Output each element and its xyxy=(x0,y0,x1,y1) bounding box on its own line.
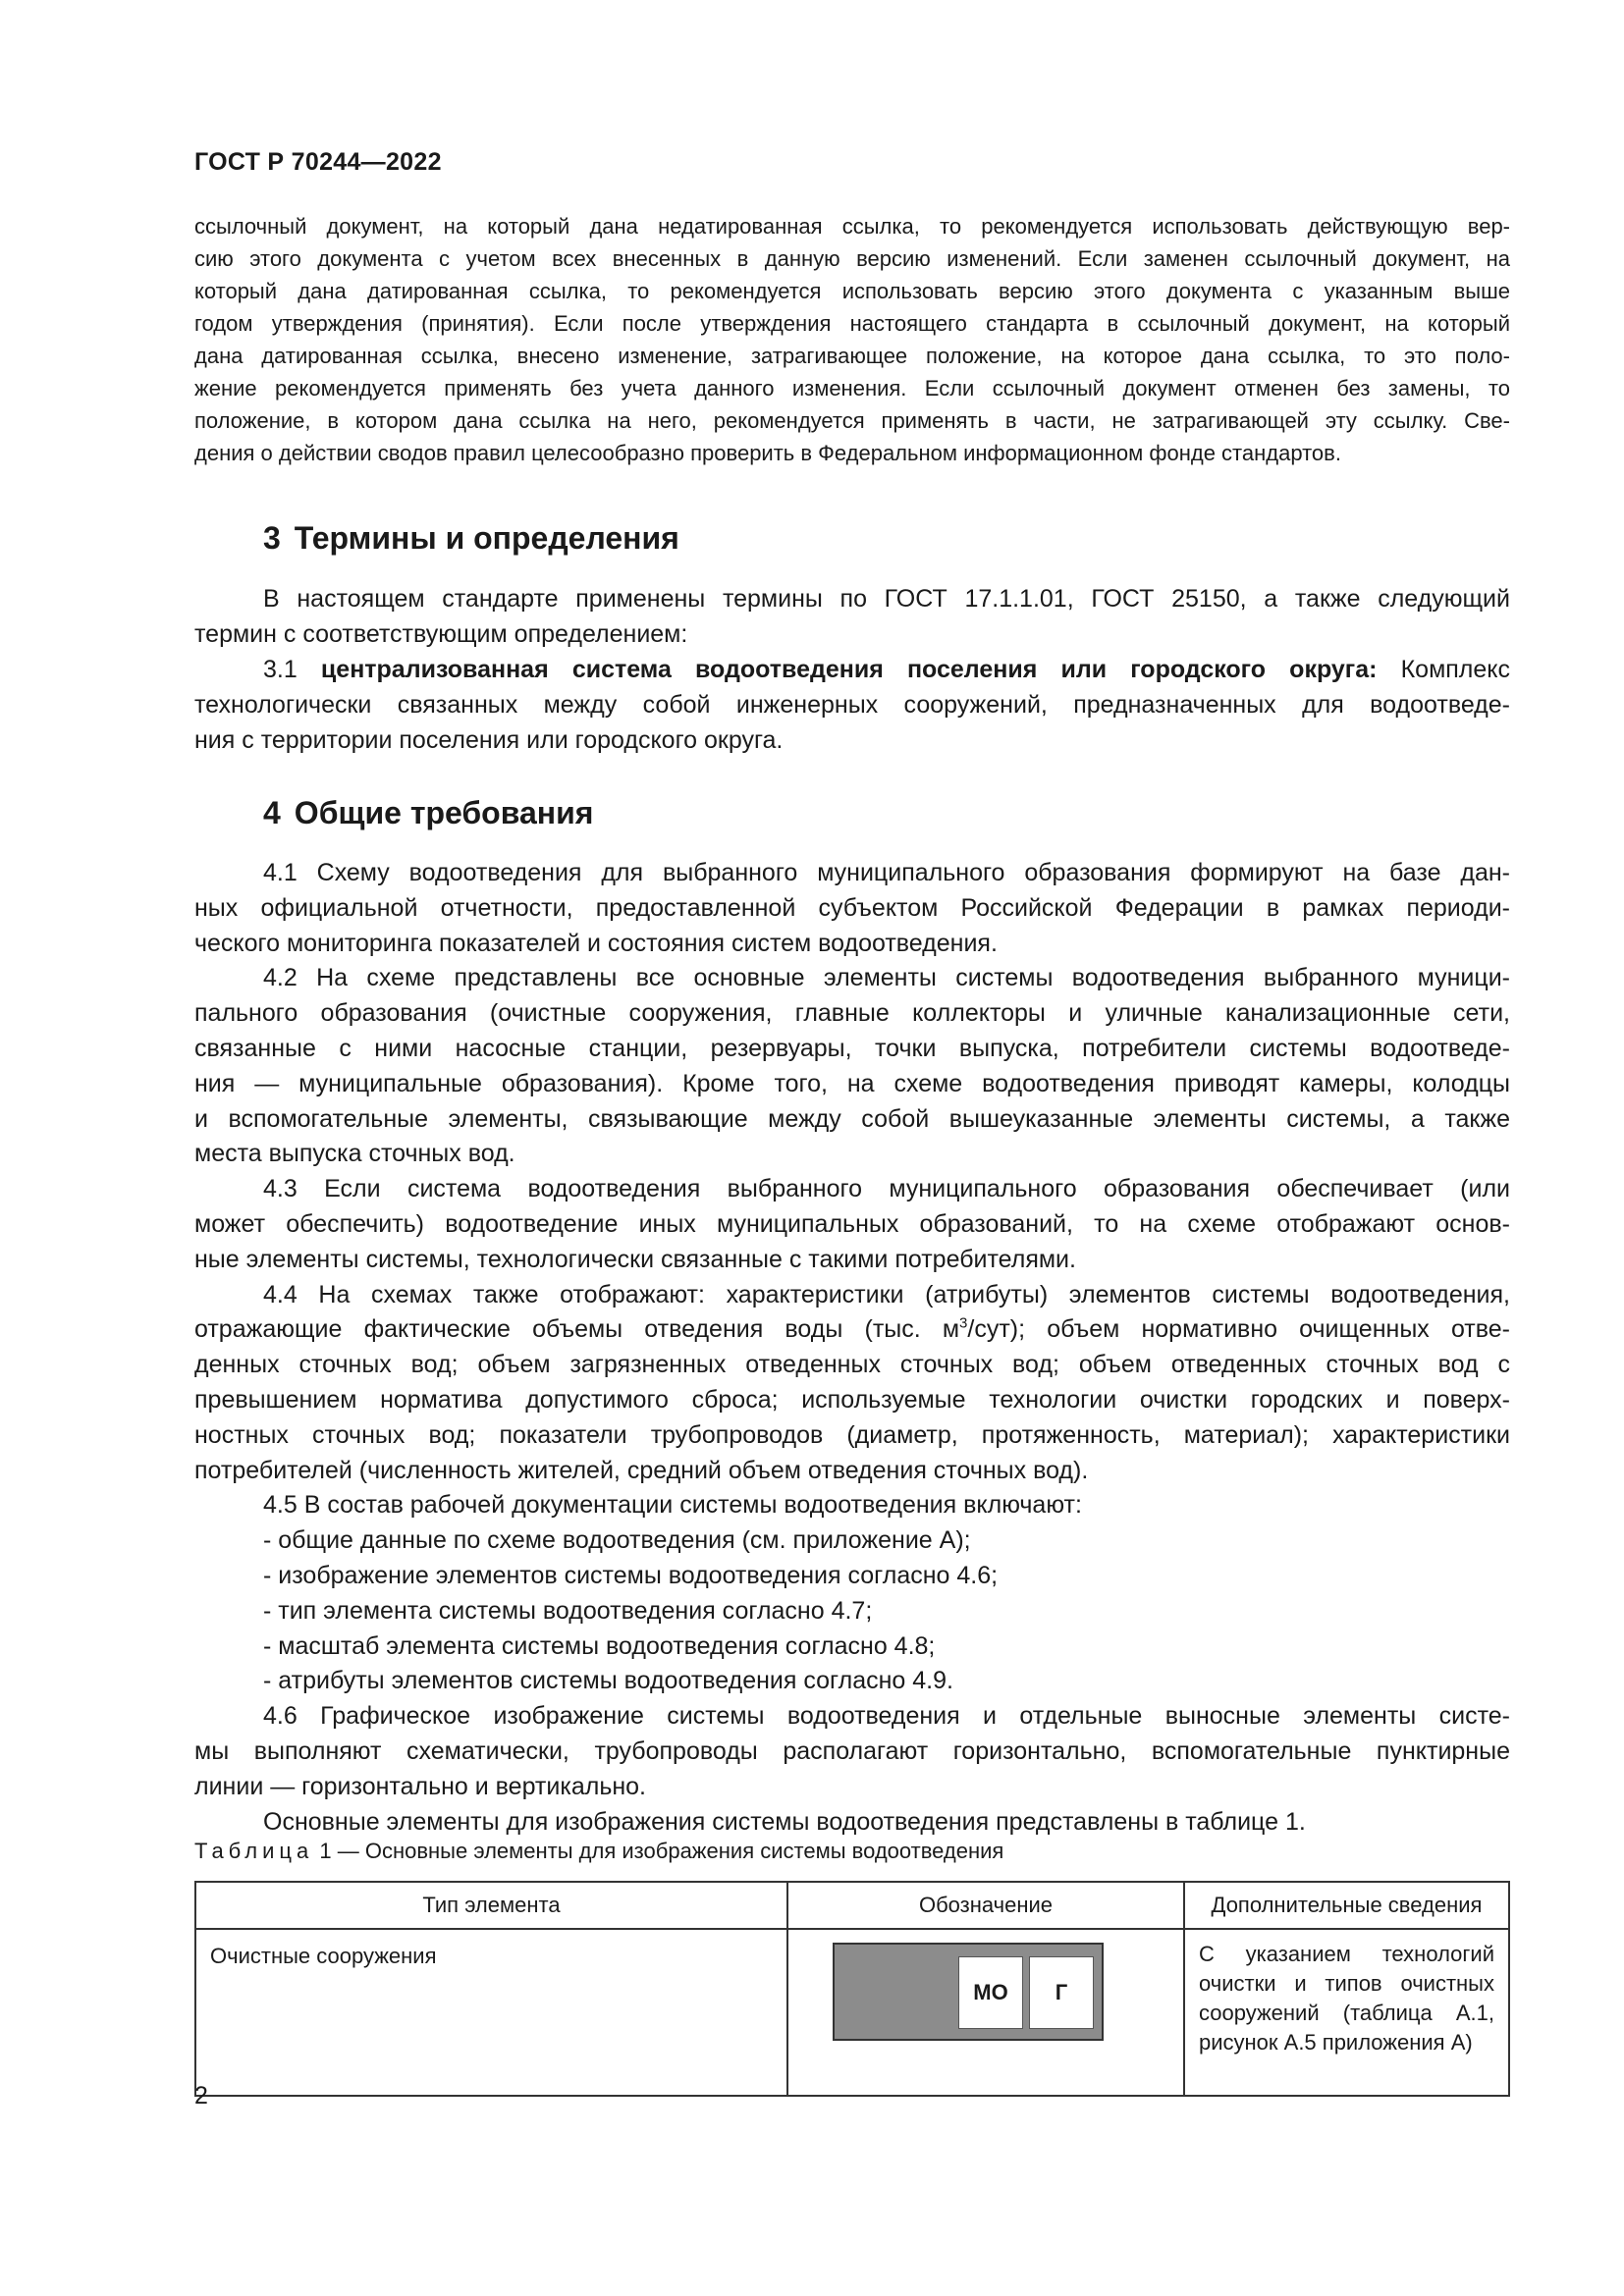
list-item: - тип элемента системы водоотведения согласно 4.7; xyxy=(263,1596,873,1625)
table-header-row xyxy=(195,1882,1509,1929)
text-line: превышением норматива допустимого сброса; используемые технологии очистки городских и поверх- xyxy=(194,1385,1510,1414)
term-definition-start: Комплекс xyxy=(1400,656,1511,683)
table-row xyxy=(195,1929,1509,2096)
text-line: связанные с ними насосные станции, резервуары, точки выпуска, потребители системы водоотведе- xyxy=(194,1034,1510,1062)
text-line: годом утверждения (принятия). Если после утверждения настоящего стандарта в ссылочный документ, на который xyxy=(194,311,1510,336)
superscript: 3 xyxy=(959,1315,968,1333)
text-line: сооружений (таблица А.1, xyxy=(1199,2001,1494,2025)
table-caption-text: 1 — Основные элементы для изображения системы водоотведения xyxy=(319,1839,1004,1863)
text-line: 4.3 Если система водоотведения выбранного муниципального образования обеспечивает (или xyxy=(263,1175,1510,1203)
text-line: места выпуска сточных вод. xyxy=(194,1140,515,1168)
text-line: который дана датированная ссылка, то рекомендуется использовать версию этого документа с указанным выше xyxy=(194,279,1510,303)
column-header-info: Дополнительные сведения xyxy=(1184,1882,1509,1929)
term-number: 3.1 xyxy=(263,656,298,683)
text-line: термин с соответствующим определением: xyxy=(194,620,688,648)
intro-paragraph xyxy=(194,210,1510,469)
table-1 xyxy=(194,1881,1510,2097)
text-line: 4.4 На схемах также отображают: характеристики (атрибуты) элементов системы водоотведения, xyxy=(263,1280,1510,1308)
text-line: пального образования (очистные сооружения, главные коллекторы и уличные канализационные сети, xyxy=(194,999,1510,1028)
text-fragment: отражающие фактические объемы отведения воды (тыс. м xyxy=(194,1315,960,1344)
text-line: жение рекомендуется применять без учета данного изменения. Если ссылочный документ отменен без замены, то xyxy=(194,376,1510,400)
text-line: ностных сточных вод; показатели трубопроводов (диаметр, протяженность, материал); характеристики xyxy=(194,1420,1510,1449)
document-header: ГОСТ Р 70244—2022 xyxy=(194,148,442,176)
section-title: Термины и определения xyxy=(294,520,679,556)
text-line: дана датированная ссылка, внесено изменение, затрагивающее положение, на которое дана ссылка, то это поло- xyxy=(194,344,1510,368)
text-line: ссылочный документ, на который дана недатированная ссылка, то рекомендуется использовать действующую вер- xyxy=(194,214,1510,239)
section-number: 3 xyxy=(263,520,281,556)
text-line: дения о действии сводов правил целесообразно проверить в Федеральном информационном фонде стандартов. xyxy=(194,441,1341,465)
column-header-type: Тип элемента xyxy=(195,1882,787,1929)
text-line: линии — горизонтально и вертикально. xyxy=(194,1772,646,1800)
section-4-heading xyxy=(263,795,593,831)
table-caption-label: Таблица xyxy=(194,1839,314,1863)
column-header-symbol: Обозначение xyxy=(787,1882,1184,1929)
section-3-body xyxy=(194,581,1510,758)
table-caption xyxy=(194,1839,1003,1864)
text-line: сию этого документа с учетом всех внесенных в данную версию изменений. Если заменен ссылочный документ, на xyxy=(194,246,1510,271)
text-line: потребителей (численность жителей, средний объем отведения сточных вод). xyxy=(194,1456,1089,1484)
text-line: ческого мониторинга показателей и состояния систем водоотведения. xyxy=(194,929,998,957)
text-line: С указанием технологий xyxy=(1199,1942,1494,1966)
term-name: централизованная система водоотведения поселения или городского округа: xyxy=(320,656,1378,683)
text-fragment: /сут); объем нормативно очищенных отве- xyxy=(967,1315,1510,1344)
text-line: ных официальной отчетности, предоставленной субъектом Российской Федерации в рамках периоди- xyxy=(194,893,1510,922)
text-line: и вспомогательные элементы, связывающие между собой вышеуказанные элементы системы, а также xyxy=(194,1104,1510,1133)
list-item: - масштаб элемента системы водоотведения согласно 4.8; xyxy=(263,1631,936,1660)
text-line: рисунок А.5 приложения А) xyxy=(1199,2030,1473,2055)
treatment-plant-symbol xyxy=(833,1943,1104,2041)
section-title: Общие требования xyxy=(294,795,594,830)
page-number: 2 xyxy=(194,2082,208,2109)
text-line: ния — муниципальные образования). Кроме того, на схеме водоотведения приводят камеры, колодцы xyxy=(194,1069,1510,1097)
section-3-heading xyxy=(263,520,679,557)
cell-additional-info xyxy=(1184,1929,1509,2096)
text-line: положение, в котором дана ссылка на него, рекомендуется применять в части, не затрагивающей эту ссылку. Све- xyxy=(194,408,1510,433)
list-item: - атрибуты элементов системы водоотведения согласно 4.9. xyxy=(263,1667,953,1695)
text-line: очистки и типов очистных xyxy=(1199,1971,1494,1996)
symbol-box-g: Г xyxy=(1029,1956,1094,2029)
text-line xyxy=(194,1312,1510,1348)
text-line: 4.5 В состав рабочей документации системы водоотведения включают: xyxy=(263,1491,1082,1520)
term-line xyxy=(194,652,1510,687)
text-line: мы выполняют схематически, трубопроводы располагают горизонтально, вспомогательные пунктирные xyxy=(194,1736,1510,1765)
text-line: 4.1 Схему водоотведения для выбранного муниципального образования формируют на базе дан- xyxy=(263,859,1510,886)
text-line: 4.2 На схеме представлены все основные элементы системы водоотведения выбранного муници- xyxy=(263,964,1510,992)
list-item: - общие данные по схеме водоотведения (см. приложение А); xyxy=(263,1526,971,1555)
cell-symbol xyxy=(787,1929,1184,2096)
text-line: ния с территории поселения или городского округа. xyxy=(194,726,784,754)
section-number: 4 xyxy=(263,795,281,830)
text-line: Основные элементы для изображения системы водоотведения представлены в таблице 1. xyxy=(263,1807,1306,1836)
text-line: может обеспечить) водоотведение иных муниципальных образований, то на схеме отображают основ- xyxy=(194,1209,1510,1238)
symbol-box-mo: МО xyxy=(958,1956,1023,2029)
text-line: В настоящем стандарте применены термины по ГОСТ 17.1.1.01, ГОСТ 25150, а также следующий xyxy=(263,585,1510,613)
list-item: - изображение элементов системы водоотведения согласно 4.6; xyxy=(263,1561,999,1589)
section-4-body xyxy=(194,856,1510,1840)
cell-element-type: Очистные сооружения xyxy=(195,1929,787,2096)
text-line: денных сточных вод; объем загрязненных отведенных сточных вод; объем отведенных сточных вод с xyxy=(194,1351,1510,1379)
text-line: технологически связанных между собой инженерных сооружений, предназначенных для водоотведе- xyxy=(194,691,1510,719)
text-line: 4.6 Графическое изображение системы водоотведения и отдельные выносные элементы систе- xyxy=(263,1702,1510,1731)
text-line: ные элементы системы, технологически связанные с такими потребителями. xyxy=(194,1245,1076,1273)
